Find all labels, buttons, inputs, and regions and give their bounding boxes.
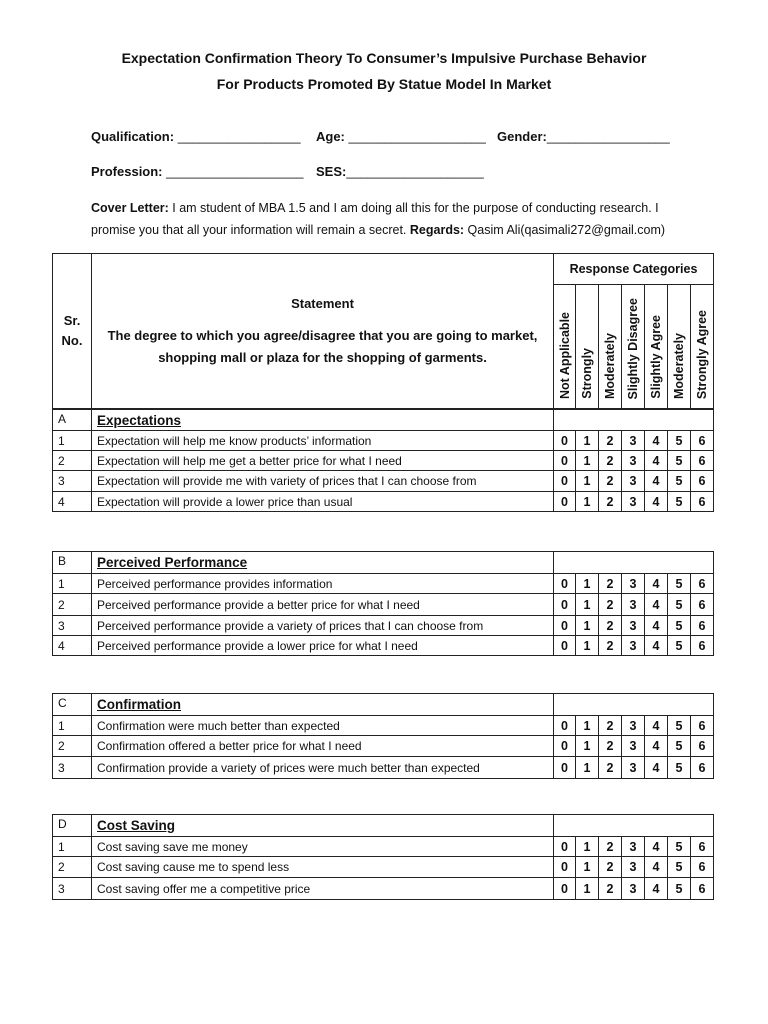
item-number: 3: [53, 471, 92, 492]
response-option[interactable]: 6: [691, 616, 714, 636]
age-blank[interactable]: ___________________: [348, 129, 486, 144]
category-header: [645, 285, 668, 409]
response-option[interactable]: 5: [668, 716, 691, 736]
response-option[interactable]: 1: [576, 492, 599, 512]
response-option[interactable]: 2: [599, 616, 622, 636]
response-option[interactable]: 2: [599, 736, 622, 757]
response-option[interactable]: 0: [554, 857, 576, 878]
table-row: [53, 736, 714, 757]
response-option[interactable]: 0: [554, 716, 576, 736]
table-row: [53, 757, 714, 779]
response-option[interactable]: 1: [576, 736, 599, 757]
response-option[interactable]: 2: [599, 594, 622, 616]
table-row: [53, 878, 714, 900]
section-letter: B: [53, 552, 92, 574]
response-option[interactable]: 3: [622, 878, 645, 900]
table-row: [53, 716, 714, 736]
gender-label: Gender:: [497, 129, 547, 144]
response-option[interactable]: 6: [691, 716, 714, 736]
item-number: 4: [53, 636, 92, 656]
response-option[interactable]: 3: [622, 451, 645, 471]
response-option[interactable]: 5: [668, 878, 691, 900]
response-option[interactable]: 3: [622, 471, 645, 492]
response-option[interactable]: 5: [668, 757, 691, 779]
response-option[interactable]: 0: [554, 574, 576, 594]
table-row: [53, 471, 714, 492]
response-option[interactable]: 1: [576, 636, 599, 656]
section-header-row: [53, 410, 714, 431]
response-option[interactable]: 4: [645, 736, 668, 757]
response-option[interactable]: 6: [691, 878, 714, 900]
category-header: [622, 285, 645, 409]
item-number: 4: [53, 492, 92, 512]
item-number: 2: [53, 451, 92, 471]
cover-letter: [91, 197, 691, 241]
category-label: Not Applicable: [557, 311, 572, 399]
table-row: [53, 451, 714, 471]
table-row: [53, 837, 714, 857]
section-header-blank: [554, 410, 714, 431]
sr-no-header: Sr. No.: [53, 254, 92, 409]
section-title: Confirmation: [92, 694, 554, 716]
category-label: Strongly Agree: [695, 309, 709, 399]
item-number: 3: [53, 757, 92, 779]
response-option[interactable]: 4: [645, 757, 668, 779]
response-option[interactable]: 5: [668, 574, 691, 594]
response-option[interactable]: 0: [554, 616, 576, 636]
table-row: [53, 431, 714, 451]
response-option[interactable]: 3: [622, 757, 645, 779]
section-b-table: [52, 551, 714, 656]
profession-blank[interactable]: ___________________: [166, 164, 304, 179]
gender-field[interactable]: [497, 129, 670, 144]
item-statement: Expectation will provide me with variety of prices that I can choose from: [92, 471, 554, 492]
item-number: 1: [53, 431, 92, 451]
response-option[interactable]: 4: [645, 492, 668, 512]
response-option[interactable]: 4: [645, 451, 668, 471]
response-option[interactable]: 0: [554, 492, 576, 512]
response-option[interactable]: 5: [668, 857, 691, 878]
profession-field[interactable]: [91, 164, 304, 179]
response-option[interactable]: 3: [622, 594, 645, 616]
response-option[interactable]: 2: [599, 492, 622, 512]
table-row: [53, 594, 714, 616]
response-option[interactable]: 4: [645, 636, 668, 656]
section-title: Cost Saving: [92, 815, 554, 837]
response-option[interactable]: 4: [645, 716, 668, 736]
response-option[interactable]: 3: [622, 492, 645, 512]
category-label: Moderately: [603, 333, 617, 399]
response-option[interactable]: 2: [599, 574, 622, 594]
category-header: [668, 285, 691, 409]
response-option[interactable]: 1: [576, 837, 599, 857]
category-label: Strongly: [580, 348, 594, 399]
item-statement: Expectation will help me know products’ information: [92, 431, 554, 451]
gender-blank[interactable]: _________________: [546, 129, 670, 144]
response-option[interactable]: 4: [645, 616, 668, 636]
response-option[interactable]: 2: [599, 716, 622, 736]
response-option[interactable]: 2: [599, 431, 622, 451]
response-option[interactable]: 3: [622, 736, 645, 757]
item-statement: Confirmation offered a better price for what I need: [92, 736, 554, 757]
response-option[interactable]: 5: [668, 431, 691, 451]
response-option[interactable]: 3: [622, 636, 645, 656]
response-option[interactable]: 2: [599, 471, 622, 492]
item-statement: Perceived performance provide a better price for what I need: [92, 594, 554, 616]
item-statement: Cost saving save me money: [92, 837, 554, 857]
statement-text: The degree to which you agree/disagree that you are going to market, shopping mall or plaza for the shopping of garments.: [107, 328, 538, 365]
item-statement: Confirmation were much better than expected: [92, 716, 554, 736]
item-statement: Perceived performance provide a variety of prices that I can choose from: [92, 616, 554, 636]
response-option[interactable]: 2: [599, 878, 622, 900]
response-option[interactable]: 6: [691, 574, 714, 594]
response-option[interactable]: 4: [645, 594, 668, 616]
item-number: 2: [53, 736, 92, 757]
response-option[interactable]: 5: [668, 616, 691, 636]
item-number: 1: [53, 716, 92, 736]
response-option[interactable]: 0: [554, 636, 576, 656]
response-option[interactable]: 2: [599, 451, 622, 471]
section-letter: D: [53, 815, 92, 837]
table-row: [53, 636, 714, 656]
item-number: 1: [53, 574, 92, 594]
section-title: Expectations: [92, 410, 554, 431]
response-option[interactable]: 0: [554, 878, 576, 900]
category-header: [599, 285, 622, 409]
response-option[interactable]: 6: [691, 636, 714, 656]
response-option[interactable]: 2: [599, 857, 622, 878]
response-option[interactable]: 6: [691, 837, 714, 857]
response-option[interactable]: 4: [645, 837, 668, 857]
item-number: 3: [53, 616, 92, 636]
response-option[interactable]: 3: [622, 716, 645, 736]
response-option[interactable]: 1: [576, 857, 599, 878]
regards-label: Regards:: [409, 223, 465, 237]
response-option[interactable]: 5: [668, 736, 691, 757]
response-option[interactable]: 4: [645, 574, 668, 594]
response-option[interactable]: 1: [576, 878, 599, 900]
item-number: 2: [53, 857, 92, 878]
response-option[interactable]: 0: [554, 471, 576, 492]
item-statement: Expectation will help me get a better price for what I need: [92, 451, 554, 471]
category-label: Moderately: [672, 333, 686, 399]
section-header-row: [53, 694, 714, 716]
section-title: Perceived Performance: [92, 552, 554, 574]
response-option[interactable]: 4: [645, 471, 668, 492]
age-label: Age:: [316, 129, 345, 144]
statement-header: [92, 254, 554, 409]
response-option[interactable]: 0: [554, 837, 576, 857]
response-option[interactable]: 1: [576, 757, 599, 779]
ses-label: SES:: [316, 164, 347, 179]
item-statement: Expectation will provide a lower price than usual: [92, 492, 554, 512]
ses-field[interactable]: [316, 164, 484, 179]
response-option[interactable]: 6: [691, 431, 714, 451]
section-header-row: [53, 552, 714, 574]
table-row: [53, 574, 714, 594]
response-option[interactable]: 1: [576, 594, 599, 616]
table-section-a: [52, 253, 714, 409]
response-option[interactable]: 5: [668, 837, 691, 857]
section-header-blank: [554, 552, 714, 574]
item-number: 3: [53, 878, 92, 900]
section-d-table: [52, 814, 714, 900]
item-statement: Cost saving offer me a competitive price: [92, 878, 554, 900]
item-statement: Confirmation provide a variety of prices were much better than expected: [92, 757, 554, 779]
qualification-field[interactable]: [91, 129, 301, 144]
category-header: [554, 285, 576, 409]
category-label: Slightly Agree: [649, 315, 663, 399]
response-option[interactable]: 4: [645, 431, 668, 451]
response-option[interactable]: 0: [554, 736, 576, 757]
response-option[interactable]: 0: [554, 431, 576, 451]
response-option[interactable]: 1: [576, 471, 599, 492]
item-statement: Perceived performance provide a lower price for what I need: [92, 636, 554, 656]
response-option[interactable]: 1: [576, 616, 599, 636]
category-header: [576, 285, 599, 409]
response-option[interactable]: 3: [622, 616, 645, 636]
response-option[interactable]: 5: [668, 636, 691, 656]
section-c-table: [52, 693, 714, 779]
response-categories-header: Response Categories: [554, 254, 714, 285]
ses-blank[interactable]: ___________________: [346, 164, 484, 179]
response-option[interactable]: 5: [668, 492, 691, 512]
item-number: 2: [53, 594, 92, 616]
category-header: [691, 285, 714, 409]
response-option[interactable]: 5: [668, 451, 691, 471]
item-number: 1: [53, 837, 92, 857]
response-option[interactable]: 3: [622, 857, 645, 878]
statement-title: Statement: [291, 296, 354, 311]
cover-letter-text: I am student of MBA 1.5 and I am doing all this for the purpose of conducting research. I promise you that all your information will remain a secret.: [91, 201, 659, 237]
cover-letter-label: Cover Letter:: [91, 201, 169, 215]
section-header-row: [53, 815, 714, 837]
response-option[interactable]: 2: [599, 837, 622, 857]
profession-label: Profession:: [91, 164, 163, 179]
response-option[interactable]: 3: [622, 837, 645, 857]
response-option[interactable]: 4: [645, 878, 668, 900]
response-option[interactable]: 1: [576, 451, 599, 471]
response-option[interactable]: 5: [668, 594, 691, 616]
title-line-2: For Products Promoted By Statue Model In Market: [216, 76, 552, 92]
qualification-label: Qualification:: [91, 129, 175, 144]
response-option[interactable]: 5: [668, 471, 691, 492]
response-option[interactable]: 2: [599, 757, 622, 779]
response-option[interactable]: 1: [576, 431, 599, 451]
response-option[interactable]: 6: [691, 857, 714, 878]
regards-text: Qasim Ali(qasimali272@gmail.com): [464, 223, 666, 237]
response-option[interactable]: 6: [691, 492, 714, 512]
table-row: [53, 616, 714, 636]
response-option[interactable]: 0: [554, 757, 576, 779]
response-option[interactable]: 6: [691, 471, 714, 492]
section-letter: C: [53, 694, 92, 716]
section-letter: A: [53, 410, 92, 431]
table-row: [53, 857, 714, 878]
qualification-blank[interactable]: _________________: [177, 129, 301, 144]
response-option[interactable]: 6: [691, 757, 714, 779]
section-header-blank: [554, 815, 714, 837]
response-option[interactable]: 4: [645, 857, 668, 878]
response-option[interactable]: 0: [554, 594, 576, 616]
section-a-table: [52, 409, 714, 512]
category-label: Slightly Disagree: [626, 297, 640, 399]
response-option[interactable]: 6: [691, 594, 714, 616]
response-option[interactable]: 1: [576, 574, 599, 594]
response-option[interactable]: 2: [599, 636, 622, 656]
item-statement: Perceived performance provides information: [92, 574, 554, 594]
table-row: [53, 492, 714, 512]
item-statement: Cost saving cause me to spend less: [92, 857, 554, 878]
response-option[interactable]: 0: [554, 451, 576, 471]
response-option[interactable]: 3: [622, 431, 645, 451]
age-field[interactable]: [316, 129, 486, 144]
section-header-blank: [554, 694, 714, 716]
response-option[interactable]: 6: [691, 736, 714, 757]
title-line-1: Expectation Confirmation Theory To Consumer’s Impulsive Purchase Behavior: [121, 50, 647, 66]
response-option[interactable]: 3: [622, 574, 645, 594]
response-option[interactable]: 1: [576, 716, 599, 736]
response-option[interactable]: 6: [691, 451, 714, 471]
